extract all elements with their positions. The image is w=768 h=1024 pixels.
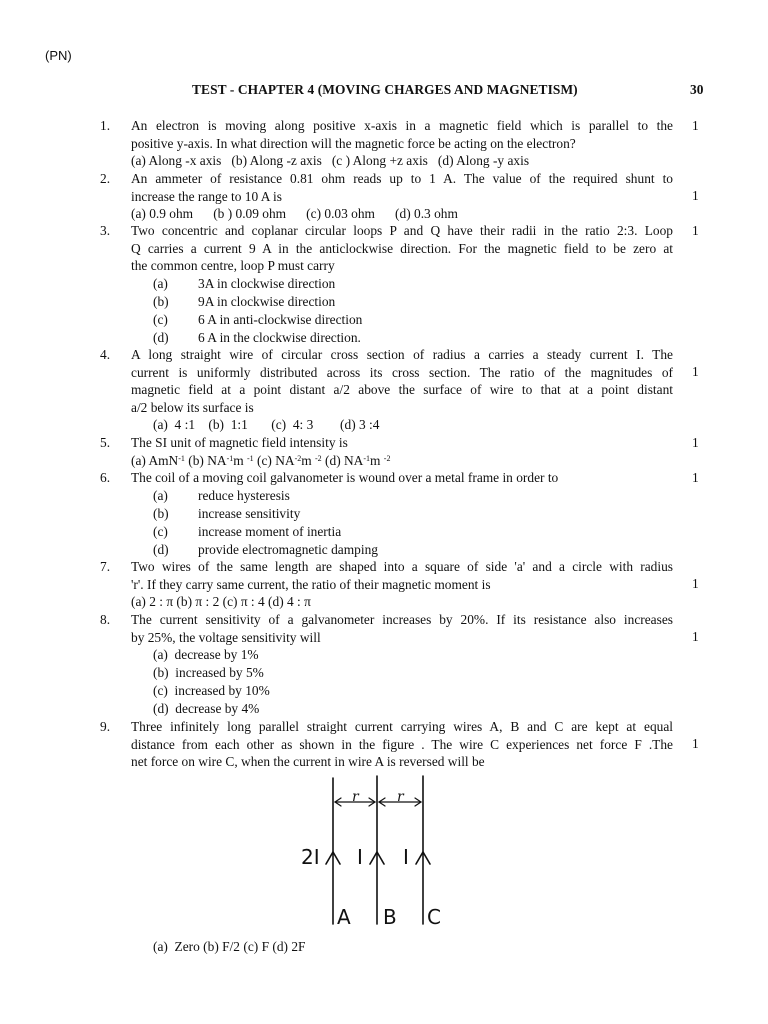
- wire-label-b: B: [383, 905, 397, 929]
- question-text: Two wires of the same length are shaped into a square of side 'a' and a circle with radius 'r'. If they carry same current, the ratio of their magnetic moment is: [131, 559, 673, 592]
- question-number: 8.: [100, 612, 111, 627]
- spacing-label-ab: r: [352, 789, 359, 805]
- question-text: The coil of a moving coil galvanometer is wound over a metal frame in order to: [131, 470, 559, 485]
- question-marks: 1: [692, 364, 699, 379]
- question-text: A long straight wire of circular cross section of radius a carries a steady current I. The current is uniformly distributed across its cross section. The ratio of the magnitudes of magnetic field at a point distant a/2 above the surface of wire to that at a point distant a/2 below its surface is: [131, 347, 673, 415]
- question-marks: 1: [692, 118, 699, 133]
- question-text: Two concentric and coplanar circular loops P and Q have their radii in the ratio 2:3. Loop Q carries a current 9 A in the anticlockwise direction. For the magnetic field to be zero at the common centre, loop P must carry: [131, 223, 673, 274]
- question-number: 7.: [100, 559, 111, 574]
- question-number: 4.: [100, 347, 111, 362]
- question-marks: 1: [692, 435, 699, 450]
- question-number: 6.: [100, 470, 111, 485]
- question-text: An ammeter of resistance 0.81 ohm reads up to 1 A. The value of the required shunt to increase the range to 10 A is: [131, 171, 673, 204]
- question-marks: 1: [692, 188, 699, 203]
- current-label-a: 2I: [301, 845, 320, 869]
- question-marks: 1: [692, 736, 699, 751]
- question-number: 2.: [100, 171, 111, 186]
- question-marks: 1: [692, 576, 699, 591]
- wire-label-c: C: [427, 905, 441, 929]
- question-text: An electron is moving along positive x-axis in a magnetic field which is parallel to the positive y-axis. In what direction will the magnetic force be acting on the electron?: [131, 118, 673, 151]
- wire-label-a: A: [337, 905, 351, 929]
- three-wires-figure: [295, 772, 455, 932]
- current-label-c: I: [403, 845, 409, 869]
- question-options: (a) Along -x axis (b) Along -z axis (c ) Along +z axis (d) Along -y axis: [131, 153, 530, 168]
- question-options: (a) 2 : π (b) π : 2 (c) π : 4 (d) 4 : π: [131, 594, 311, 609]
- question-options: (a) 4 :1 (b) 1:1 (c) 4: 3 (d) 3 :4: [153, 417, 380, 432]
- question-number: 1.: [100, 118, 111, 133]
- question-marks: 1: [692, 223, 699, 238]
- current-label-b: I: [357, 845, 363, 869]
- question-text: Three infinitely long parallel straight current carrying wires A, B and C are kept at equal distance from each other as shown in the figure . The wire C experiences net force F .The net force on wire C, when the current in wire A is reversed will be: [131, 719, 673, 770]
- spacing-label-bc: r: [397, 789, 404, 805]
- question-number: 5.: [100, 435, 111, 450]
- question-text: The SI unit of magnetic field intensity is: [131, 435, 348, 450]
- question-number: 9.: [100, 719, 111, 734]
- question-marks: 1: [692, 470, 699, 485]
- question-text: The current sensitivity of a galvanometer increases by 20%. If its resistance also increases by 25%, the voltage sensitivity will: [131, 612, 673, 645]
- question-number: 3.: [100, 223, 111, 238]
- paper-code: (PN): [45, 48, 72, 63]
- question-options: (a) Zero (b) F/2 (c) F (d) 2F: [153, 939, 306, 954]
- question-options: (a) AmN$^{-1}$ (b) $NA^{-1}m$ $^{-1}$ (c) $NA^{-2}m$ $^{-2}$ (d) $NA^{-1}m$ $^{-2}$: [131, 453, 391, 468]
- page-title: TEST - CHAPTER 4 (MOVING CHARGES AND MAGNETISM): [192, 82, 578, 97]
- total-marks: 30: [690, 82, 704, 97]
- question-marks: 1: [692, 629, 699, 644]
- question-options: (a) 0.9 ohm (b ) 0.09 ohm (c) 0.03 ohm (d) 0.3 ohm: [131, 206, 458, 221]
